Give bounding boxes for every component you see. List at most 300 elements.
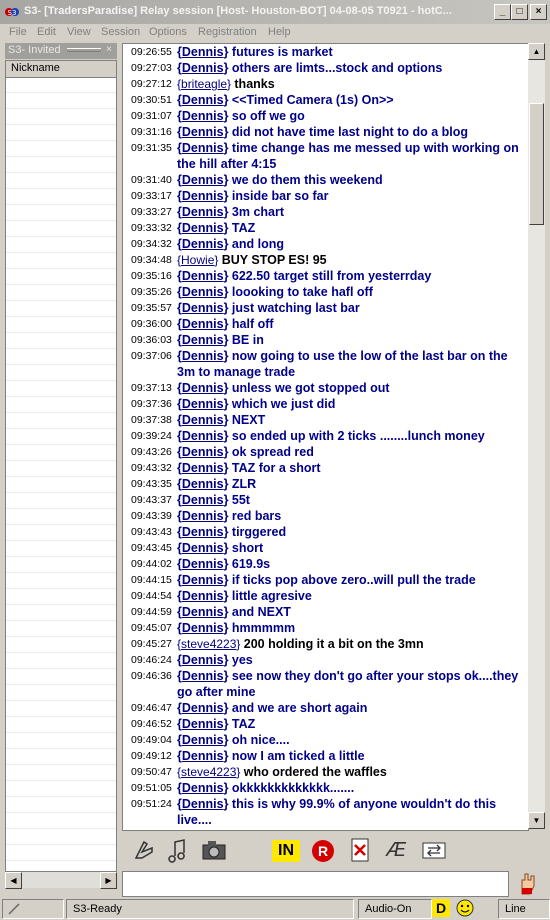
nickname-list[interactable] bbox=[5, 60, 117, 872]
chat-nickname[interactable]: {Dennis} bbox=[177, 381, 232, 395]
chat-message-wrap bbox=[177, 636, 524, 652]
chat-line bbox=[123, 428, 528, 444]
chat-nickname[interactable]: {Dennis} bbox=[177, 109, 232, 123]
chat-message-wrap bbox=[177, 188, 524, 204]
chat-message-text: thanks bbox=[234, 77, 275, 91]
chat-nickname-text[interactable]: Dennis bbox=[181, 93, 224, 107]
chat-line bbox=[123, 140, 528, 172]
chat-nickname-text[interactable]: Dennis bbox=[181, 205, 224, 219]
chat-message-wrap bbox=[177, 444, 524, 460]
chat-message-wrap bbox=[177, 412, 524, 428]
chat-message-text: 200 holding it a bit on the 3mn bbox=[243, 637, 424, 651]
chat-message-wrap bbox=[177, 620, 524, 636]
chat-nickname[interactable]: {Dennis} bbox=[177, 749, 232, 763]
chat-toolbar bbox=[122, 832, 542, 870]
chat-timestamp: 09:43:37 bbox=[131, 494, 172, 506]
chat-message-wrap bbox=[177, 732, 524, 748]
chat-line bbox=[123, 604, 528, 620]
in-button[interactable]: IN bbox=[272, 840, 300, 862]
chat-message-text: just watching last bar bbox=[231, 301, 360, 315]
chat-message-text: tirggered bbox=[231, 525, 287, 539]
chat-nickname[interactable]: {Dennis} bbox=[177, 461, 232, 475]
chat-message-wrap bbox=[177, 556, 524, 572]
chat-timestamp: 09:43:45 bbox=[131, 542, 172, 554]
chat-line bbox=[123, 732, 528, 748]
chat-message-text: time change has me messed up with working on the hill after 4:15 bbox=[177, 141, 519, 171]
chat-message-wrap bbox=[177, 492, 524, 508]
chat-nickname-text[interactable]: Dennis bbox=[181, 573, 224, 587]
nickname-column-label: Nickname bbox=[11, 62, 60, 74]
chat-nickname[interactable]: {Dennis} bbox=[177, 557, 232, 571]
invited-panel-close-icon[interactable]: × bbox=[106, 44, 112, 55]
chat-message-text: now going to use the low of the last bar on the 3m to manage trade bbox=[177, 349, 508, 379]
chat-nickname[interactable]: {Dennis} bbox=[177, 717, 232, 731]
status-bar bbox=[0, 898, 550, 920]
chat-nickname-text[interactable]: steve4223 bbox=[181, 637, 237, 651]
chat-line bbox=[123, 124, 528, 140]
chat-nickname[interactable]: {Dennis} bbox=[177, 173, 232, 187]
chat-nickname-text[interactable]: Dennis bbox=[181, 749, 224, 763]
chat-line bbox=[123, 556, 528, 572]
chat-line bbox=[123, 748, 528, 764]
cancel-doc-icon[interactable] bbox=[346, 836, 374, 864]
chat-line bbox=[123, 220, 528, 236]
chat-timestamp: 09:26:55 bbox=[131, 46, 172, 58]
chat-timestamp: 09:36:00 bbox=[131, 318, 172, 330]
chat-timestamp: 09:44:59 bbox=[131, 606, 172, 618]
chat-nickname[interactable]: {Dennis} bbox=[177, 573, 232, 587]
chat-line bbox=[123, 636, 528, 652]
chat-nickname-text[interactable]: Dennis bbox=[181, 445, 224, 459]
chat-message-text: little agresive bbox=[231, 589, 312, 603]
chat-message-wrap bbox=[177, 380, 524, 396]
chat-message-text: inside bar so far bbox=[231, 189, 329, 203]
chat-line bbox=[123, 252, 528, 268]
menu-options[interactable]: Options bbox=[149, 26, 187, 38]
chat-nickname-text[interactable]: Dennis bbox=[181, 301, 224, 315]
chat-nickname[interactable]: {Dennis} bbox=[177, 221, 232, 235]
hand-tool-icon[interactable] bbox=[130, 836, 158, 864]
chat-nickname[interactable]: {Dennis} bbox=[177, 493, 232, 507]
chat-line bbox=[123, 204, 528, 220]
invited-panel bbox=[5, 43, 117, 889]
chat-message-wrap bbox=[177, 284, 524, 300]
chat-message-text: if ticks pop above zero..will pull the trade bbox=[231, 573, 476, 587]
status-ready: S3-Ready bbox=[66, 899, 354, 919]
chat-message-wrap bbox=[177, 140, 524, 172]
chat-nickname-text[interactable]: Dennis bbox=[181, 605, 224, 619]
chat-nickname[interactable]: {Dennis} bbox=[177, 413, 232, 427]
chat-line bbox=[123, 492, 528, 508]
chat-timestamp: 09:31:35 bbox=[131, 142, 172, 154]
chat-line bbox=[123, 764, 528, 780]
chat-nickname[interactable]: {Dennis} bbox=[177, 781, 232, 795]
chat-message-wrap bbox=[177, 236, 524, 252]
chat-message-wrap bbox=[177, 108, 524, 124]
chat-nickname-text[interactable]: Dennis bbox=[181, 781, 224, 795]
chat-timestamp: 09:45:27 bbox=[131, 638, 172, 650]
app-logo-icon bbox=[4, 4, 20, 20]
chat-nickname-text[interactable]: Dennis bbox=[181, 733, 224, 747]
chat-nickname[interactable]: {Dennis} bbox=[177, 621, 232, 635]
chat-nickname-text[interactable]: Dennis bbox=[181, 61, 224, 75]
chat-line bbox=[123, 316, 528, 332]
invited-panel-label: S3- Invited bbox=[8, 44, 61, 56]
chat-message-wrap bbox=[177, 396, 524, 412]
chat-nickname-text[interactable]: Dennis bbox=[181, 221, 224, 235]
chat-nickname-text[interactable]: Dennis bbox=[181, 125, 224, 139]
chat-timestamp: 09:39:24 bbox=[131, 430, 172, 442]
chat-message-wrap bbox=[177, 60, 524, 76]
chat-message-wrap bbox=[177, 172, 524, 188]
menu-view[interactable]: View bbox=[67, 26, 91, 38]
chat-nickname-text[interactable]: Dennis bbox=[181, 109, 224, 123]
chat-nickname[interactable]: {Dennis} bbox=[177, 269, 232, 283]
chat-nickname-text[interactable]: Dennis bbox=[181, 237, 224, 251]
chat-timestamp: 09:46:24 bbox=[131, 654, 172, 666]
menu-file[interactable]: File bbox=[9, 26, 27, 38]
chat-message-wrap bbox=[177, 252, 524, 268]
scroll-right-icon[interactable]: ▶ bbox=[100, 872, 117, 889]
chat-timestamp: 09:44:54 bbox=[131, 590, 172, 602]
chat-message-text: so off we go bbox=[231, 109, 305, 123]
chat-timestamp: 09:46:36 bbox=[131, 670, 172, 682]
svg-text:S3: S3 bbox=[7, 9, 17, 17]
chat-line bbox=[123, 44, 528, 60]
chat-timestamp: 09:33:27 bbox=[131, 206, 172, 218]
chat-vertical-scrollbar[interactable] bbox=[528, 43, 545, 829]
menu-session[interactable]: Session bbox=[101, 26, 141, 38]
chat-message-wrap bbox=[177, 332, 524, 348]
chat-message-wrap bbox=[177, 572, 524, 588]
chat-line bbox=[123, 60, 528, 76]
maximize-button[interactable]: □ bbox=[511, 4, 528, 20]
chat-line bbox=[123, 476, 528, 492]
chat-line bbox=[123, 572, 528, 588]
chat-message-text: short bbox=[231, 541, 264, 555]
chat-line bbox=[123, 380, 528, 396]
chat-nickname-text[interactable]: Dennis bbox=[181, 269, 224, 283]
scroll-left-icon[interactable]: ◀ bbox=[5, 872, 22, 889]
panel-grip[interactable] bbox=[67, 48, 101, 52]
chat-nickname[interactable]: {Dennis} bbox=[177, 333, 232, 347]
chat-timestamp: 09:31:40 bbox=[131, 174, 172, 186]
chat-timestamp: 09:43:35 bbox=[131, 478, 172, 490]
chat-nickname[interactable]: {Dennis} bbox=[177, 189, 232, 203]
chat-nickname[interactable]: {Dennis} bbox=[177, 733, 232, 747]
chat-nickname[interactable]: {Dennis} bbox=[177, 541, 232, 555]
chat-message-text: who ordered the waffles bbox=[243, 765, 387, 779]
chat-nickname-text[interactable]: Dennis bbox=[181, 541, 224, 555]
chat-nickname[interactable]: {Dennis} bbox=[177, 205, 232, 219]
chat-timestamp: 09:49:04 bbox=[131, 734, 172, 746]
chat-nickname-text[interactable]: Dennis bbox=[181, 525, 224, 539]
chat-message-text: futures is market bbox=[231, 45, 333, 59]
chat-nickname[interactable]: {Dennis} bbox=[177, 285, 232, 299]
chat-nickname[interactable]: {Dennis} bbox=[177, 301, 232, 315]
chat-nickname[interactable]: {steve4223} bbox=[177, 637, 244, 651]
chat-message-text: okkkkkkkkkkkkk....... bbox=[231, 781, 355, 795]
raise-hand-icon[interactable] bbox=[510, 870, 544, 896]
chat-nickname-text[interactable]: Dennis bbox=[181, 333, 224, 347]
chat-timestamp: 09:50:47 bbox=[131, 766, 172, 778]
chat-nickname[interactable]: {Dennis} bbox=[177, 509, 232, 523]
chat-line bbox=[123, 332, 528, 348]
chat-nickname[interactable]: {Dennis} bbox=[177, 525, 232, 539]
chat-nickname-text[interactable]: Dennis bbox=[181, 317, 224, 331]
chat-timestamp: 09:44:15 bbox=[131, 574, 172, 586]
horizontal-scrollbar[interactable] bbox=[5, 872, 117, 888]
chat-message-text: <<Timed Camera (1s) On>> bbox=[231, 93, 394, 107]
chat-nickname-text[interactable]: steve4223 bbox=[181, 765, 237, 779]
status-line-mode: Line bbox=[498, 899, 550, 919]
chat-timestamp: 09:36:03 bbox=[131, 334, 172, 346]
chat-message-text: red bars bbox=[231, 509, 282, 523]
chat-nickname[interactable]: {Dennis} bbox=[177, 141, 232, 155]
chat-timestamp: 09:46:47 bbox=[131, 702, 172, 714]
font-ae-icon[interactable]: Æ bbox=[386, 839, 406, 861]
chat-message-text: hmmmmm bbox=[231, 621, 296, 635]
chat-nickname-text[interactable]: Dennis bbox=[181, 653, 224, 667]
chat-message-text: so ended up with 2 ticks ........lunch money bbox=[231, 429, 485, 443]
status-audio: Audio-On bbox=[358, 899, 432, 919]
chat-message-text: unless we got stopped out bbox=[231, 381, 390, 395]
chat-line bbox=[123, 780, 528, 796]
chat-nickname[interactable]: {Dennis} bbox=[177, 317, 232, 331]
chat-message-text: and NEXT bbox=[231, 605, 291, 619]
chat-nickname-text[interactable]: Dennis bbox=[181, 173, 224, 187]
chat-nickname[interactable]: {Dennis} bbox=[177, 797, 232, 811]
chat-line bbox=[123, 700, 528, 716]
chat-nickname-text[interactable]: Dennis bbox=[181, 621, 224, 635]
record-icon[interactable]: R bbox=[312, 840, 334, 862]
chat-timestamp: 09:31:07 bbox=[131, 110, 172, 122]
chat-message-text: did not have time last night to do a blog bbox=[231, 125, 469, 139]
chat-nickname-text[interactable]: Dennis bbox=[181, 141, 224, 155]
nickname-column-header[interactable] bbox=[6, 61, 116, 78]
chat-timestamp: 09:46:52 bbox=[131, 718, 172, 730]
audio-note-icon[interactable] bbox=[164, 836, 192, 864]
chat-nickname-text[interactable]: Dennis bbox=[181, 557, 224, 571]
chat-line bbox=[123, 796, 528, 828]
chat-message-wrap bbox=[177, 124, 524, 140]
chat-timestamp: 09:35:57 bbox=[131, 302, 172, 314]
chat-timestamp: 09:51:24 bbox=[131, 798, 172, 810]
chat-nickname[interactable]: {Dennis} bbox=[177, 701, 232, 715]
chat-message-wrap bbox=[177, 540, 524, 556]
chat-nickname[interactable]: {Dennis} bbox=[177, 653, 232, 667]
chat-message-text: oh nice.... bbox=[231, 733, 290, 747]
chat-message-text: now I am ticked a little bbox=[231, 749, 365, 763]
chat-timestamp: 09:34:32 bbox=[131, 238, 172, 250]
chat-nickname-text[interactable]: Dennis bbox=[181, 349, 224, 363]
chat-nickname[interactable]: {Dennis} bbox=[177, 589, 232, 603]
chat-line bbox=[123, 396, 528, 412]
chat-line bbox=[123, 300, 528, 316]
chat-timestamp: 09:37:38 bbox=[131, 414, 172, 426]
chat-message-wrap bbox=[177, 716, 524, 732]
chat-message-text: half off bbox=[231, 317, 274, 331]
status-icon-panel bbox=[2, 899, 64, 919]
chat-nickname[interactable]: {steve4223} bbox=[177, 765, 244, 779]
chat-message-wrap bbox=[177, 604, 524, 620]
chat-timestamp: 09:33:17 bbox=[131, 190, 172, 202]
chat-nickname[interactable]: {Dennis} bbox=[177, 349, 232, 363]
chat-line bbox=[123, 668, 528, 700]
chat-message-wrap bbox=[177, 428, 524, 444]
chat-nickname-text[interactable]: Dennis bbox=[181, 285, 224, 299]
chat-nickname-text[interactable]: Dennis bbox=[181, 797, 224, 811]
chat-message-text: ZLR bbox=[231, 477, 257, 491]
chat-message-wrap bbox=[177, 76, 524, 92]
chat-nickname-text[interactable]: Dennis bbox=[181, 45, 224, 59]
chat-nickname[interactable]: {Dennis} bbox=[177, 45, 232, 59]
connection-icon bbox=[7, 902, 21, 916]
chat-line bbox=[123, 172, 528, 188]
menu-registration[interactable]: Registration bbox=[198, 26, 257, 38]
chat-line bbox=[123, 348, 528, 380]
message-input[interactable] bbox=[122, 871, 509, 897]
chat-message-wrap bbox=[177, 588, 524, 604]
chat-nickname[interactable]: {Dennis} bbox=[177, 237, 232, 251]
chat-nickname-text[interactable]: Dennis bbox=[181, 397, 224, 411]
chat-timestamp: 09:45:07 bbox=[131, 622, 172, 634]
chat-nickname-text[interactable]: Dennis bbox=[181, 429, 224, 443]
close-button[interactable]: × bbox=[530, 4, 547, 20]
chat-message-text: yes bbox=[231, 653, 253, 667]
chat-nickname-text[interactable]: Dennis bbox=[181, 669, 224, 683]
minimize-button[interactable]: _ bbox=[494, 4, 511, 20]
chat-nickname[interactable]: {Dennis} bbox=[177, 445, 232, 459]
chat-nickname-text[interactable]: Dennis bbox=[181, 701, 224, 715]
chat-nickname-text[interactable]: Dennis bbox=[181, 717, 224, 731]
chat-nickname-text[interactable]: Dennis bbox=[181, 477, 224, 491]
chat-line bbox=[123, 508, 528, 524]
chat-line bbox=[123, 540, 528, 556]
chat-line bbox=[123, 76, 528, 92]
camera-icon[interactable] bbox=[200, 836, 228, 864]
chat-message-wrap bbox=[177, 204, 524, 220]
invited-panel-header[interactable] bbox=[5, 43, 117, 59]
chat-line bbox=[123, 268, 528, 284]
menu-edit[interactable]: Edit bbox=[37, 26, 56, 38]
chat-line bbox=[123, 588, 528, 604]
chat-nickname[interactable]: {Dennis} bbox=[177, 93, 232, 107]
chat-message-wrap bbox=[177, 268, 524, 284]
chat-timestamp: 09:27:03 bbox=[131, 62, 172, 74]
chat-message-wrap bbox=[177, 220, 524, 236]
chat-timestamp: 09:51:05 bbox=[131, 782, 172, 794]
chat-message-wrap bbox=[177, 796, 524, 828]
chat-nickname[interactable]: {Dennis} bbox=[177, 125, 232, 139]
chat-message-wrap bbox=[177, 44, 524, 60]
chat-message-text: we do them this weekend bbox=[231, 173, 383, 187]
chat-message-wrap bbox=[177, 748, 524, 764]
chat-message-text: 3m chart bbox=[231, 205, 285, 219]
chat-line bbox=[123, 444, 528, 460]
chat-line bbox=[123, 236, 528, 252]
chat-timestamp: 09:37:36 bbox=[131, 398, 172, 410]
chat-timestamp: 09:44:02 bbox=[131, 558, 172, 570]
chat-message-wrap bbox=[177, 780, 524, 796]
chat-message-wrap bbox=[177, 652, 524, 668]
menu-help[interactable]: Help bbox=[268, 26, 291, 38]
chat-timestamp: 09:35:26 bbox=[131, 286, 172, 298]
chat-nickname[interactable]: {Dennis} bbox=[177, 605, 232, 619]
chat-timestamp: 09:35:16 bbox=[131, 270, 172, 282]
chat-message-wrap bbox=[177, 92, 524, 108]
smiley-icon[interactable] bbox=[456, 899, 474, 917]
chat-message-text: others are limts...stock and options bbox=[231, 61, 443, 75]
chat-log[interactable] bbox=[122, 43, 529, 831]
chat-nickname-text[interactable]: Dennis bbox=[181, 189, 224, 203]
d-indicator: D bbox=[432, 899, 450, 917]
chat-message-text: 55t bbox=[231, 493, 250, 507]
chat-nickname[interactable]: {Dennis} bbox=[177, 477, 232, 491]
chat-timestamp: 09:30:51 bbox=[131, 94, 172, 106]
chat-message-text: which we just did bbox=[231, 397, 336, 411]
chat-timestamp: 09:43:43 bbox=[131, 526, 172, 538]
scroll-down-icon[interactable]: ▼ bbox=[528, 812, 545, 829]
chat-nickname-text[interactable]: Dennis bbox=[181, 413, 224, 427]
chat-nickname-text[interactable]: Dennis bbox=[181, 493, 224, 507]
window-title: S3- [TradersParadise] Relay session [Host- Houston-BOT] 04-08-05 T0921 - hotC... bbox=[24, 5, 452, 17]
title-bar bbox=[0, 0, 550, 24]
chat-timestamp: 09:49:12 bbox=[131, 750, 172, 762]
scroll-up-icon[interactable]: ▲ bbox=[528, 43, 545, 60]
chat-message-wrap bbox=[177, 668, 524, 700]
chat-message-text: see now they don't go after your stops ok....they go after mine bbox=[177, 669, 519, 699]
chat-timestamp: 09:43:32 bbox=[131, 462, 172, 474]
chat-nickname[interactable]: {Dennis} bbox=[177, 429, 232, 443]
chat-nickname[interactable]: {Dennis} bbox=[177, 669, 232, 683]
chat-message-wrap bbox=[177, 508, 524, 524]
chat-message-text: BE in bbox=[231, 333, 264, 347]
chat-message-text: 622.50 target still from yesterrday bbox=[231, 269, 432, 283]
chat-nickname-text[interactable]: Howie bbox=[181, 253, 215, 267]
chat-nickname-text[interactable]: Dennis bbox=[181, 381, 224, 395]
chat-timestamp: 09:31:16 bbox=[131, 126, 172, 138]
chat-nickname[interactable]: {Dennis} bbox=[177, 397, 232, 411]
chat-message-wrap bbox=[177, 764, 524, 780]
menu-bar bbox=[0, 24, 550, 42]
chat-nickname-text[interactable]: Dennis bbox=[181, 461, 224, 475]
chat-message-wrap bbox=[177, 316, 524, 332]
chat-message-text: this is why 99.9% of anyone wouldn't do this live.... bbox=[177, 797, 497, 827]
chat-timestamp: 09:37:06 bbox=[131, 350, 172, 362]
chat-message-text: ok spread red bbox=[231, 445, 314, 459]
chat-line bbox=[123, 524, 528, 540]
chat-nickname[interactable]: {Howie} bbox=[177, 253, 222, 267]
chat-timestamp: 09:43:26 bbox=[131, 446, 172, 458]
chat-nickname-text[interactable]: Dennis bbox=[181, 509, 224, 523]
chat-nickname-text[interactable]: briteagle bbox=[181, 77, 228, 91]
chat-nickname-text[interactable]: Dennis bbox=[181, 589, 224, 603]
chat-message-text: and we are short again bbox=[231, 701, 368, 715]
chat-message-text: and long bbox=[231, 237, 284, 251]
chat-message-wrap bbox=[177, 300, 524, 316]
scroll-thumb[interactable] bbox=[529, 103, 544, 225]
chat-line bbox=[123, 188, 528, 204]
chat-line bbox=[123, 620, 528, 636]
chat-nickname[interactable]: {briteagle} bbox=[177, 77, 235, 91]
chat-message-text: TAZ bbox=[231, 717, 256, 731]
chat-timestamp: 09:27:12 bbox=[131, 78, 172, 90]
chat-nickname[interactable]: {Dennis} bbox=[177, 61, 232, 75]
swap-icon[interactable] bbox=[420, 836, 448, 864]
chat-timestamp: 09:37:13 bbox=[131, 382, 172, 394]
chat-message-wrap bbox=[177, 700, 524, 716]
